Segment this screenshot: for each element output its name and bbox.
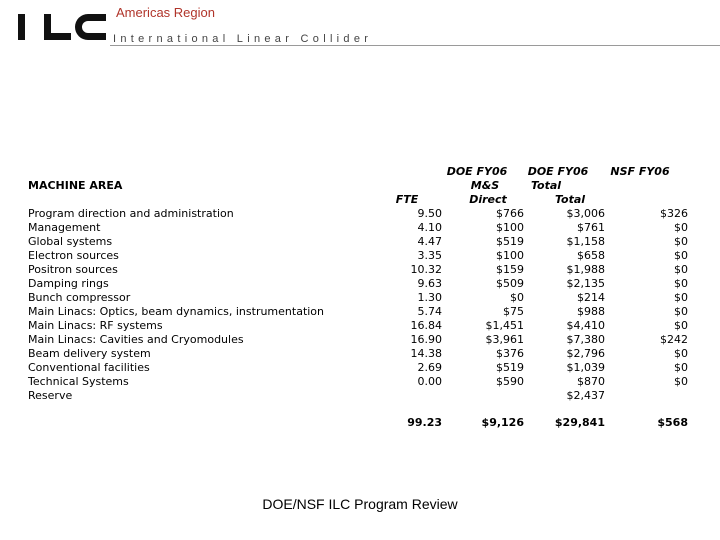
header-total-2: Total [554,193,586,206]
total-doe: $29,841 [554,416,605,429]
cell-area: Main Linacs: Cavities and Cryomodules [28,333,244,346]
cell-area: Technical Systems [28,375,129,388]
cell-total: $988 [577,305,605,318]
cell-direct: $376 [496,347,524,360]
cell-area: Main Linacs: Optics, beam dynamics, instrumentation [28,305,325,318]
cell-nsf: $0 [674,361,688,374]
cell-fte: 14.38 [410,347,442,360]
cell-direct: $100 [496,249,524,262]
cell-direct: $1,451 [485,319,524,332]
cell-nsf: $0 [674,291,688,304]
cell-direct: $519 [496,361,524,374]
header-total: Total [530,179,562,192]
header-direct: Direct [469,193,507,206]
cell-direct: $0 [510,291,524,304]
cell-total: $1,158 [566,235,605,248]
cell-direct: $766 [496,207,524,220]
cell-total: $2,135 [566,277,605,290]
header-fte: FTE [395,193,419,206]
cell-nsf: $0 [674,263,688,276]
cell-area: Program direction and administration [28,207,234,220]
cell-fte: 3.35 [417,249,442,262]
cell-nsf: $326 [660,207,688,220]
cell-area: Positron sources [28,263,118,276]
cell-direct: $75 [503,305,524,318]
subtitle: International Linear Collider [113,33,373,45]
cell-total: $2,796 [566,347,605,360]
cell-area: Global systems [28,235,113,248]
cell-fte: 10.32 [410,263,442,276]
cell-nsf: $0 [674,249,688,262]
cell-direct: $3,961 [485,333,524,346]
cell-total: $2,437 [566,389,605,402]
cell-nsf: $0 [674,235,688,248]
cell-direct: $590 [496,375,524,388]
cell-fte: 4.10 [417,221,442,234]
cell-direct: $519 [496,235,524,248]
cell-area: Main Linacs: RF systems [28,319,163,332]
cell-nsf: $0 [674,319,688,332]
cell-area: Reserve [28,389,73,402]
total-direct: $9,126 [481,416,524,429]
header-ms: M&S [470,179,500,192]
cell-nsf: $0 [674,221,688,234]
cell-area: Electron sources [28,249,119,262]
cell-nsf: $0 [674,347,688,360]
total-fte: 99.23 [407,416,442,429]
header-nsf-fy06: NSF FY06 [610,165,670,178]
total-nsf: $568 [657,416,688,429]
cell-fte: 4.47 [417,235,442,248]
cell-fte: 5.74 [417,305,442,318]
header-doe-fy06: DOE FY06 [446,165,508,178]
cell-area: Bunch compressor [28,291,131,304]
cell-fte: 9.63 [417,277,442,290]
cell-total: $4,410 [566,319,605,332]
cell-total: $761 [577,221,605,234]
cell-area: Damping rings [28,277,109,290]
cell-fte: 1.30 [417,291,442,304]
cell-direct: $159 [496,263,524,276]
cell-fte: 9.50 [417,207,442,220]
footer-text: DOE/NSF ILC Program Review [262,496,458,512]
cell-area: Management [28,221,101,234]
cell-total: $1,039 [566,361,605,374]
cell-direct: $100 [496,221,524,234]
cell-nsf: $242 [660,333,688,346]
cell-fte: 2.69 [417,361,442,374]
cell-fte: 16.90 [410,333,442,346]
cell-total: $214 [577,291,605,304]
cell-area: Beam delivery system [28,347,151,360]
cell-nsf: $0 [674,277,688,290]
cell-nsf: $0 [674,375,688,388]
cell-total: $7,380 [566,333,605,346]
cell-total: $1,988 [566,263,605,276]
header-doe-fy06-total: DOE FY06 [527,165,589,178]
header-machine-area: MACHINE AREA [28,179,123,192]
cell-direct: $509 [496,277,524,290]
cell-total: $870 [577,375,605,388]
cell-total: $3,006 [566,207,605,220]
cell-fte: 16.84 [410,319,442,332]
cell-nsf: $0 [674,305,688,318]
cell-area: Conventional facilities [28,361,150,374]
cell-fte: 0.00 [417,375,442,388]
cell-total: $658 [577,249,605,262]
region-label: Americas Region [116,5,215,20]
